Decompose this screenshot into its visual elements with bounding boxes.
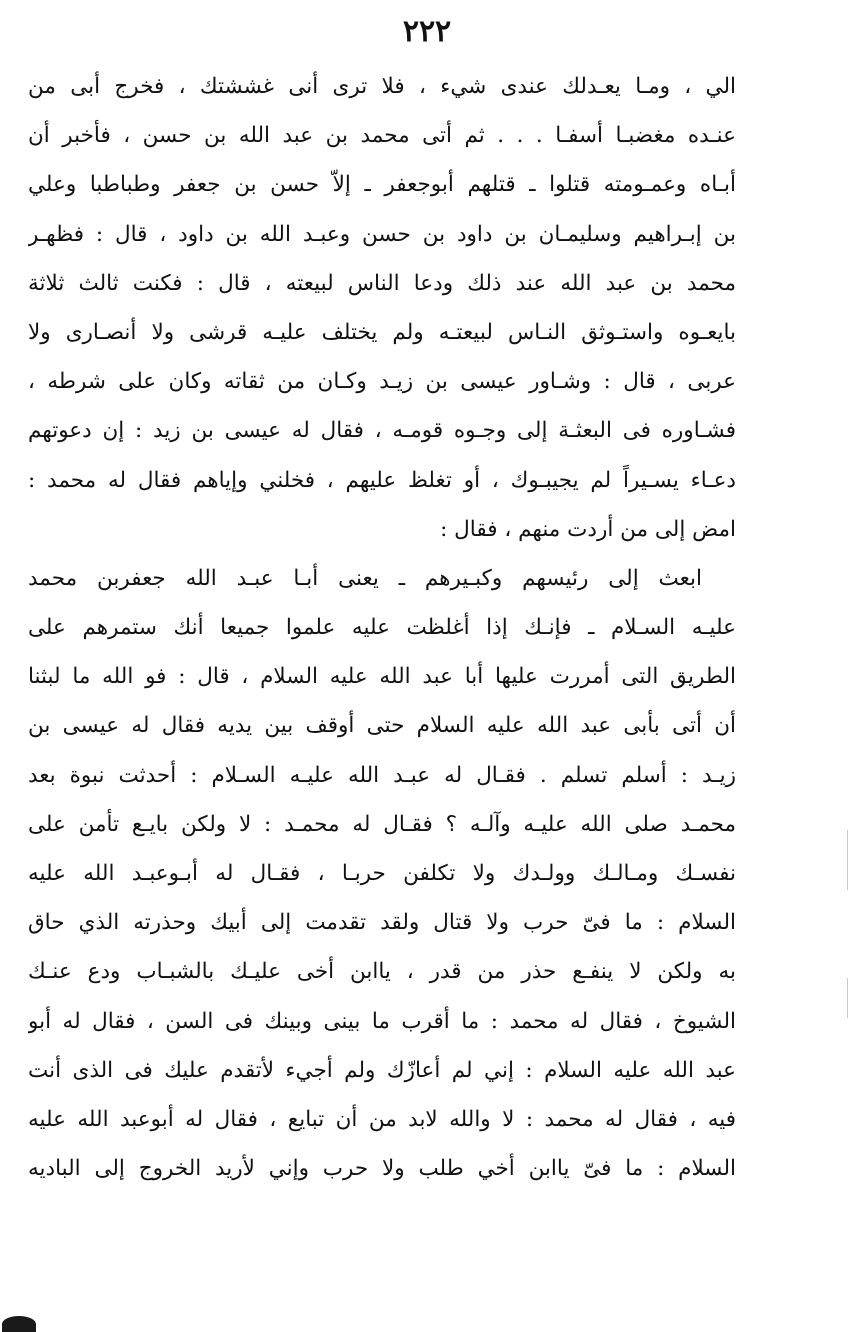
- text-line: الي ، ومـا يعـدلك عندى شيء ، فلا ترى أنى غششتك ، فخرج أبى من: [28, 74, 736, 99]
- text-line: أبـاه وعمـومته قتلوا ـ قتلهم أبوجعفر ـ إلاّ حسن بن جعفر وطباطبا وعلي: [28, 172, 736, 198]
- text-line: عليـه السـلام ـ فإنـك إذا أغلظت عليه علموا جميعا أنك ستمرهم على: [28, 615, 736, 641]
- text-line: محمد بن عبد الله عند ذلك ودعا الناس لبيعته ، قال : فكنت ثالث ثلاثة: [28, 270, 736, 296]
- text-line: محمـد صلى الله عليـه وآلـه ؟ فقـال له محمـد : لا ولكن بايـع تأمن على: [28, 811, 736, 837]
- text-line: السلام : ما فىّ حرب ولا قتال ولقد تقدمت إلى أبيك وحذرته الذي حاق: [28, 910, 736, 936]
- text-line: الطريق التى أمررت عليها أبا عبد الله عليه السلام ، قال : فو الله ما لبثنا: [28, 664, 736, 690]
- text-line: عنـده مغضبـا أسفـا . . . ثم أتى محمد بن عبد الله بن حسن ، فأخبر أن: [28, 123, 736, 149]
- text-line: نفسـك ومـالـك وولـدك ولا تكلفن حربـا ، فقـال له أبـوعبـد الله عليه: [28, 861, 736, 886]
- text-line: زيـد : أسلم تسلم . فقـال له عبـد الله عليـه السـلام : أحدثت نبوة بعد: [28, 762, 736, 788]
- scan-corner-mark: [2, 1316, 36, 1332]
- scan-margin-mark: [847, 830, 848, 890]
- text-line: به ولكن لا ينفـع حذر من قدر ، ياابن أخى عليـك بالشبـاب ودع عنـك: [28, 959, 736, 985]
- text-line: ابعث إلى رئيسهم وكبـيرهم ـ يعنى أبـا عبـد الله جعفربن محمد: [28, 565, 702, 591]
- text-line: بايعـوه واستـوثق النـاس لبيعتـه ولم يختلف عليـه قرشى ولا أنصـارى ولا: [28, 319, 736, 345]
- text-line: فيه ، فقال له محمد : لا والله لابد من أن تبايع ، فقال له أبوعبد الله عليه: [28, 1106, 736, 1132]
- text-line: عربى ، قال : وشـاور عيسى بن زيـد وكـان من ثقاته وكان على شرطه ،: [28, 369, 736, 395]
- text-line: فشـاوره فى البعثـة إلى وجـوه قومـه ، فقال له عيسى بن زيد : إن دعوتهم: [28, 418, 736, 444]
- text-line: بن إبـراهيم وسليمـان بن داود بن حسن وعبـد الله بن داود ، قال : فظهـر: [28, 221, 736, 247]
- text-line: عبد الله عليه السلام : إني لم أعازّك ولم أجيء لأتقدم عليك فى الذى أنت: [28, 1057, 736, 1083]
- text-line: السلام : ما فىّ ياابن أخي طلب ولا حرب وإني لأريد الخروج إلى الباديه: [28, 1156, 736, 1182]
- text-line: دعـاء يسـيراً لم يجيبـوك ، أو تغلظ عليهم ، فخلني وإياهم فقال له محمد :: [28, 467, 736, 493]
- body-text: [28, 62, 736, 1193]
- text-line: الشيوخ ، فقال له محمد : ما أقرب ما بينى وبينك فى السن ، فقال له أبو: [28, 1008, 736, 1034]
- text-line: أن أتى بأبى عبد الله عليه السلام حتى أوقف بين يديه فقال له عيسى بن: [28, 713, 736, 739]
- scan-margin-mark: [847, 978, 848, 1018]
- page-number: ٢٢٢: [402, 14, 452, 49]
- text-line: امض إلى من أردت منهم ، فقال :: [440, 516, 736, 542]
